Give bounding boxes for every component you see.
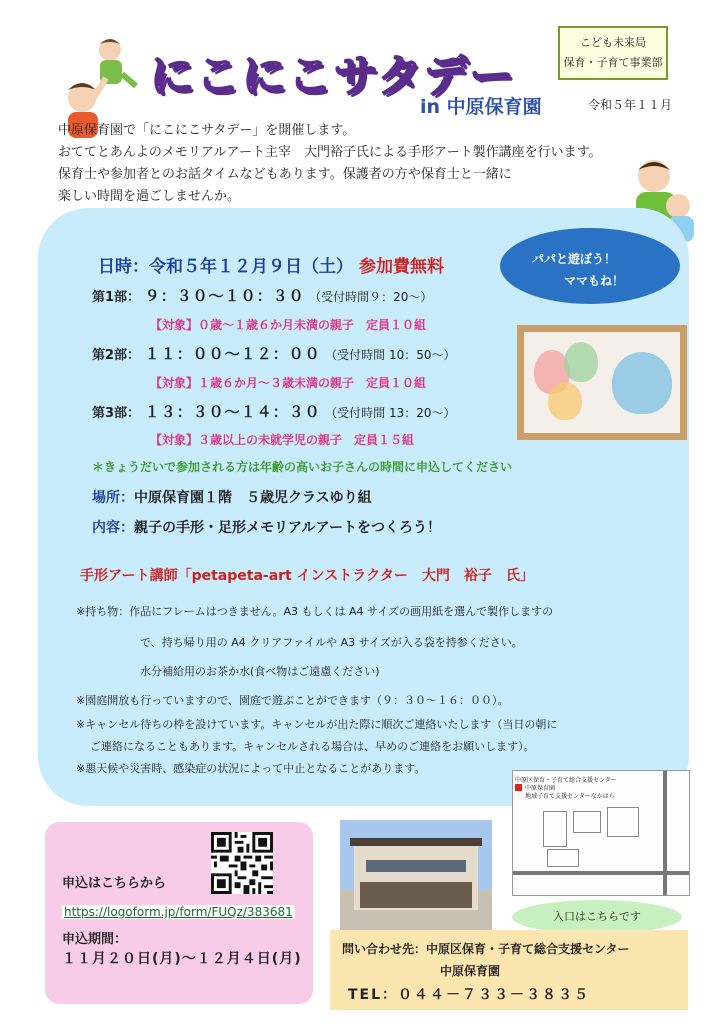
session-3 [92, 401, 455, 422]
map-center-label: 中原区保育・子育て総合支援センター [515, 777, 617, 784]
session-reception: （受付時間 10：50～） [325, 348, 456, 362]
session-time: １３：３０～１４：３０ [144, 403, 321, 421]
session-label: 第2部： [92, 348, 141, 363]
building-lower-floor [360, 882, 472, 908]
items-line-3: 水分補給用のお茶か水(食べ物はご遠慮ください) [140, 665, 380, 678]
intro-line: 保育士や参加者とのお話タイムなどもあります。保護者の方や保育士と一緒に [58, 167, 512, 182]
intro-line: おててとあんよのメモリアルアート主宰 大門裕子氏による手形アート製作講座を行います。 [58, 145, 602, 160]
session-1 [92, 285, 432, 306]
session-2 [92, 343, 455, 364]
period-label: 申込期間： [62, 932, 128, 947]
map-block [543, 811, 567, 847]
handprint-blue [612, 352, 672, 414]
contact-name: 中原保育園 [440, 964, 501, 978]
datetime-value: 令和５年１２月９日（土） [149, 257, 353, 277]
contact-box [330, 930, 688, 1010]
access-map [512, 770, 690, 896]
building-windows [366, 860, 466, 872]
issue-date: 令和５年１１月 [588, 98, 673, 112]
intro-line: 楽しい時間を過ごしませんか。 [58, 189, 241, 204]
event-datetime [98, 252, 444, 277]
map-block [573, 811, 601, 833]
place-value: 中原保育園１階 ５歳児クラスゆり組 [134, 490, 372, 506]
event-title: にこにこサタデー [150, 51, 516, 102]
intro-text [58, 120, 678, 208]
content-value: 親子の手形・足形メモリアルアートをつくろう！ [134, 520, 442, 536]
handprint-orange [548, 382, 582, 420]
event-place [92, 487, 372, 507]
items-note [76, 603, 553, 619]
map-block [607, 807, 639, 837]
speech-bubble [500, 228, 680, 304]
bubble-line-1: パパと遊ぼう！ [532, 252, 617, 266]
application-period: １１月２０日(月)～１２月４日(月) [62, 951, 302, 967]
instructor-line: 手形アート講師「petapeta-art インストラクター 大門 裕子 氏」 [80, 568, 534, 584]
map-nursery-label: 中原保育園 [525, 785, 556, 792]
session-label: 第3部： [92, 406, 141, 421]
cancel-note-2: ご連絡になることもあります。キャンセルされる場合は、早めのご連絡をお願いします）。 [90, 740, 535, 753]
cancel-note-1: ※キャンセル待ちの枠を設けています。キャンセルが出た際に順次ご連絡いたします（当日の朝に [76, 718, 558, 731]
garden-note: ※園庭開放も行っていますので、園庭で遊ぶことができます（９：３０～１６：００）。 [76, 694, 509, 707]
contact-phone[interactable]: TEL：０４４－７３３－３８３５ [348, 987, 591, 1003]
map-marker [515, 784, 522, 791]
intro-line: 中原保育園で「にこにこサタデー」を開催します。 [58, 123, 356, 138]
bubble-line-2: ママもね！ [564, 274, 625, 288]
application-link[interactable]: https://logoform.jp/form/FUQz/383681 [64, 905, 293, 919]
handprint-art-photo [517, 325, 687, 440]
event-content [92, 517, 441, 537]
items-label: ※持ち物： [76, 605, 130, 618]
building-roof [350, 838, 482, 846]
map-block [547, 849, 579, 867]
session-reception: （受付時間９：20～） [309, 290, 433, 304]
map-road-vertical [663, 771, 667, 895]
department-line-2: 保育・子育て事業部 [563, 56, 663, 69]
content-label: 内容： [92, 520, 134, 536]
nursery-building-photo [340, 820, 492, 932]
department-box [558, 26, 668, 80]
place-label: 場所： [92, 490, 134, 506]
department-line-1: こども未来局 [580, 36, 646, 49]
session-1-target: 【対象】０歳～１歳６か月未満の親子 定員１０組 [150, 318, 427, 332]
free-admission-label: 参加費無料 [359, 257, 444, 277]
items-line-2: で、持ち帰り用の A4 クリアファイルや A3 サイズが入る袋を持参ください。 [140, 636, 523, 649]
datetime-label: 日時： [98, 257, 149, 277]
session-label: 第1部： [92, 290, 141, 305]
session-3-target: 【対象】３歳以上の未就学児の親子 定員１５組 [150, 433, 415, 447]
map-support-label: 地域子育て支援センターなかはら [525, 793, 615, 800]
entrance-callout: 入口はこちらです [512, 900, 682, 934]
items-line-1: 作品にフレームはつきません。A3 もしくは A4 サイズの画用紙を選んで製作しますの [129, 605, 554, 618]
sibling-note: ＊きょうだいで参加される方は年齢の高いお子さんの時間に申込してください [92, 460, 513, 474]
handprint-green [564, 342, 598, 382]
session-reception: （受付時間 13：20～） [325, 406, 456, 420]
qr-code[interactable] [211, 832, 273, 894]
event-subtitle: in 中原保育園 [420, 96, 542, 118]
apply-label: 申込はこちらから [62, 876, 167, 891]
session-time: ９：３０～１０：３０ [144, 287, 305, 305]
weather-note: ※悪天候や災害時、感染症の状況によって中止となることがあります。 [76, 762, 426, 775]
session-2-target: 【対象】１歳６か月～３歳未満の親子 定員１０組 [150, 376, 427, 390]
contact-label: 問い合わせ先：中原区保育・子育て総合支援センター [342, 942, 630, 956]
session-time: １１：００～１２：００ [144, 345, 321, 363]
